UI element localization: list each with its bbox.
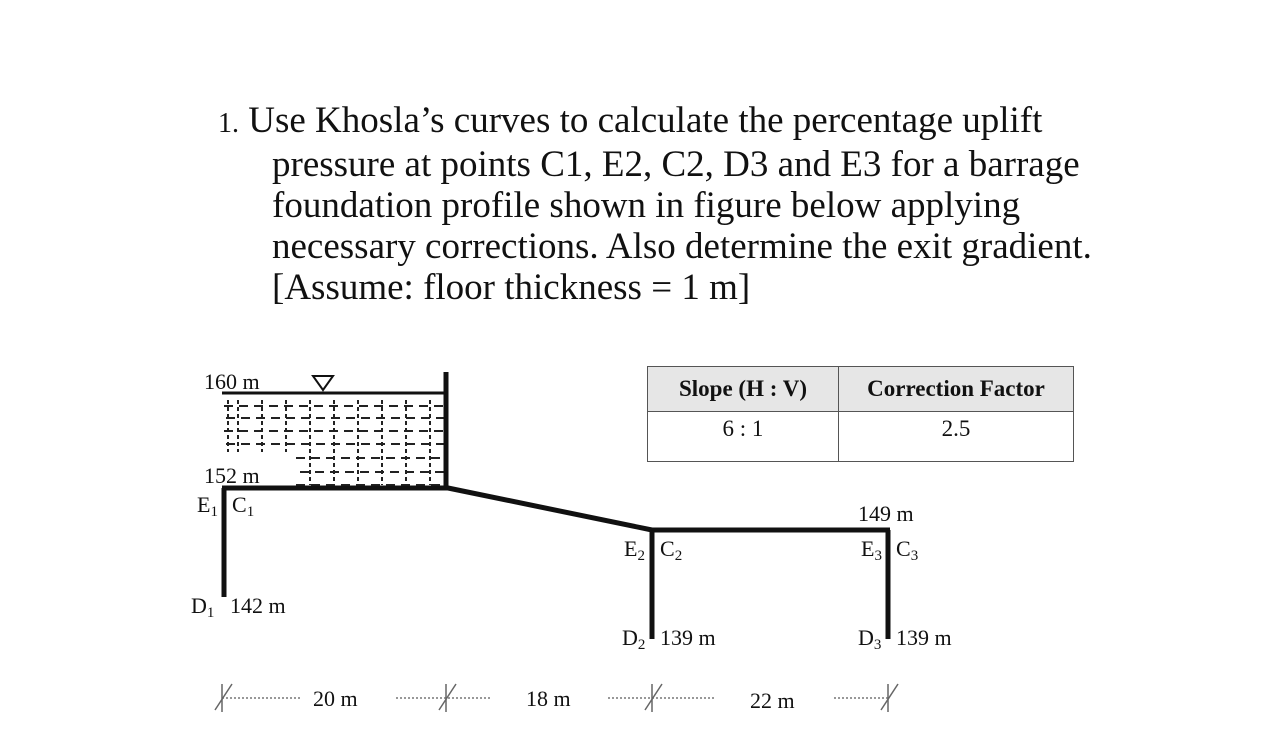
question-line-2: pressure at points C1, E2, C2, D3 and E3 for a barrage xyxy=(272,144,1080,185)
point-e2: E2 xyxy=(624,536,645,564)
question-line-5: [Assume: floor thickness = 1 m] xyxy=(272,267,751,308)
table-header-correction: Correction Factor xyxy=(839,367,1074,412)
point-c2: C2 xyxy=(660,536,683,564)
barrage-floor-profile xyxy=(222,372,890,530)
table-cell-slope: 6 : 1 xyxy=(648,412,839,462)
level-d3: 139 m xyxy=(896,625,952,650)
point-d2: D2 xyxy=(622,625,646,653)
level-d2: 139 m xyxy=(660,625,716,650)
level-upstream-water: 160 m xyxy=(204,369,260,394)
point-e1: E1 xyxy=(197,492,218,520)
table-header-slope: Slope (H : V) xyxy=(648,367,839,412)
point-d1: D1 xyxy=(191,593,215,621)
water-level-icon xyxy=(313,376,333,390)
point-e3: E3 xyxy=(861,536,882,564)
dimension-span-2: 18 m xyxy=(526,686,571,711)
point-c1: C1 xyxy=(232,492,255,520)
dimension-span-3: 22 m xyxy=(750,688,795,713)
table-cell-correction: 2.5 xyxy=(839,412,1074,462)
level-d1: 142 m xyxy=(230,593,286,618)
level-upstream-floor: 152 m xyxy=(204,463,260,488)
point-c3: C3 xyxy=(896,536,919,564)
point-d3: D3 xyxy=(858,625,882,653)
level-downstream-floor: 149 m xyxy=(858,501,914,526)
question-line-1-text: Use Khosla’s curves to calculate the percentage uplift xyxy=(248,100,1043,141)
question-number: 1. xyxy=(218,108,239,139)
question-line-4: necessary corrections. Also determine the exit gradient. xyxy=(272,226,1092,267)
question-line-3: foundation profile shown in figure below applying xyxy=(272,185,1021,226)
dimension-span-1: 20 m xyxy=(313,686,358,711)
